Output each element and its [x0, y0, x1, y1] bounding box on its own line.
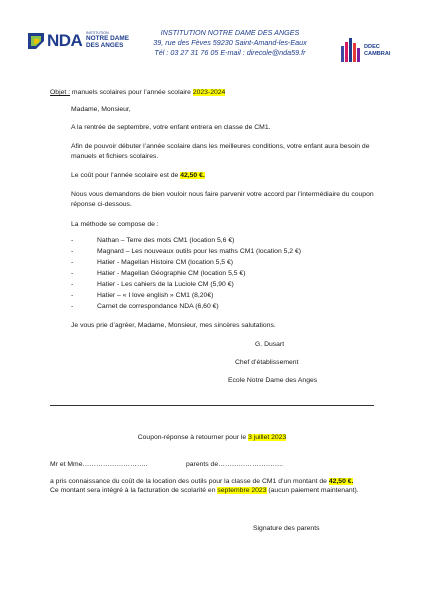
ddec-cambrai-logo [340, 36, 404, 66]
coupon-title-text: Coupon-réponse à retourner pour le [137, 434, 249, 441]
ddec-emblem-icon [340, 38, 362, 64]
signatory-name: G. Dusart [255, 341, 285, 348]
methods-list [71, 235, 302, 312]
objet-text: manuels scolaires pour l’année scolaire [70, 89, 193, 96]
list-item: - Magnard – Les nouveaux outils pour les maths CM1 (location 5,2 €) [71, 248, 302, 255]
signatory-role: Chef d’établissement [235, 359, 299, 366]
list-item: - Hatier - Magellan Géographie CM (location 5,5 €) [71, 270, 246, 277]
coupon-mr-mme: Mr et Mme……………………….. [50, 461, 148, 468]
coupon-line2 [50, 486, 368, 496]
coupon-title [0, 433, 424, 442]
nda-emblem-icon [28, 33, 44, 49]
ddec-logo-line2: CAMBRAI [364, 51, 391, 57]
cost-line [71, 171, 205, 180]
letterhead [130, 28, 330, 58]
nda-logo [28, 30, 132, 52]
paragraph-rentree: A la rentrée de septembre, votre enfant entrera en classe de CM1. [71, 124, 271, 131]
institution-address: 39, rue des Fèves 59230 Saint-Amand-les-Eaux [153, 38, 307, 47]
objet-year: 2023-2024 [192, 89, 226, 96]
coupon-line2-a: Ce montant sera intégré à la facturation de scolarité en [50, 487, 218, 494]
nda-logo-line1: INSTITUTION [86, 31, 109, 35]
parents-signature: Signature des parents [253, 525, 320, 532]
coupon-amount: 42,50 €. [328, 478, 354, 485]
objet-line [50, 88, 225, 97]
coupon-separator [50, 405, 374, 406]
cost-text: Le coût pour l’année scolaire est de [71, 172, 181, 179]
list-item: - Hatier - Les cahiers de la Luciole CM (5,90 €) [71, 281, 234, 288]
cost-amount: 42,50 €. [180, 172, 205, 179]
objet-label: Objet : [50, 89, 71, 96]
coupon-line2-b: (aucun paiement maintenant). [266, 487, 359, 494]
nda-logo-letters: NDA [47, 31, 83, 50]
coupon-line1 [50, 477, 353, 486]
coupon-line1-text: a pris connaissance du coût de la location des outils pour la classe de CM1 d’un montant de [50, 478, 329, 485]
coupon-month: septembre 2023 [217, 487, 267, 494]
nda-logo-line3: DES ANGES [86, 42, 124, 49]
signatory-school: Ecole Notre Dame des Anges [228, 377, 318, 384]
list-item: - Carnet de correspondance NDA (6,60 €) [71, 303, 219, 310]
coupon-date: 3 juillet 2023 [248, 434, 287, 441]
coupon-parents: parents de……………………….. [186, 461, 284, 468]
institution-title: INSTITUTION NOTRE DAME DES ANGES [160, 28, 300, 37]
paragraph-accord: Nous vous demandons de bien vouloir nous faire parvenir votre accord par l’intermédiaire du coupon réponse ci-dessous. [71, 191, 374, 208]
nda-logo-line2: NOTRE DAME [86, 35, 129, 42]
salutation: Madame, Monsieur, [71, 106, 131, 113]
list-item: - Nathan – Terre des mots CM1 (location 5,6 €) [71, 237, 235, 244]
closing-line: Je vous prie d’agréer, Madame, Monsieur, mes sincères salutations. [71, 322, 276, 329]
institution-contact: Tél : 03 27 31 76 05 E-mail : direcole@nda59.fr [154, 48, 306, 57]
list-item: - Hatier – « I love english » CM1 (8,20€) [71, 292, 214, 299]
method-intro: La méthode se compose de : [71, 221, 159, 228]
list-item: - Hatier - Magellan Histoire CM (location 5,5 €) [71, 259, 233, 266]
ddec-logo-line1: DDEC [364, 44, 380, 50]
paragraph-besoin: Afin de pouvoir débuter l’année scolaire dans les meilleures conditions, votre enfant aura besoin de manuels et fichiers scolaires. [71, 143, 370, 160]
